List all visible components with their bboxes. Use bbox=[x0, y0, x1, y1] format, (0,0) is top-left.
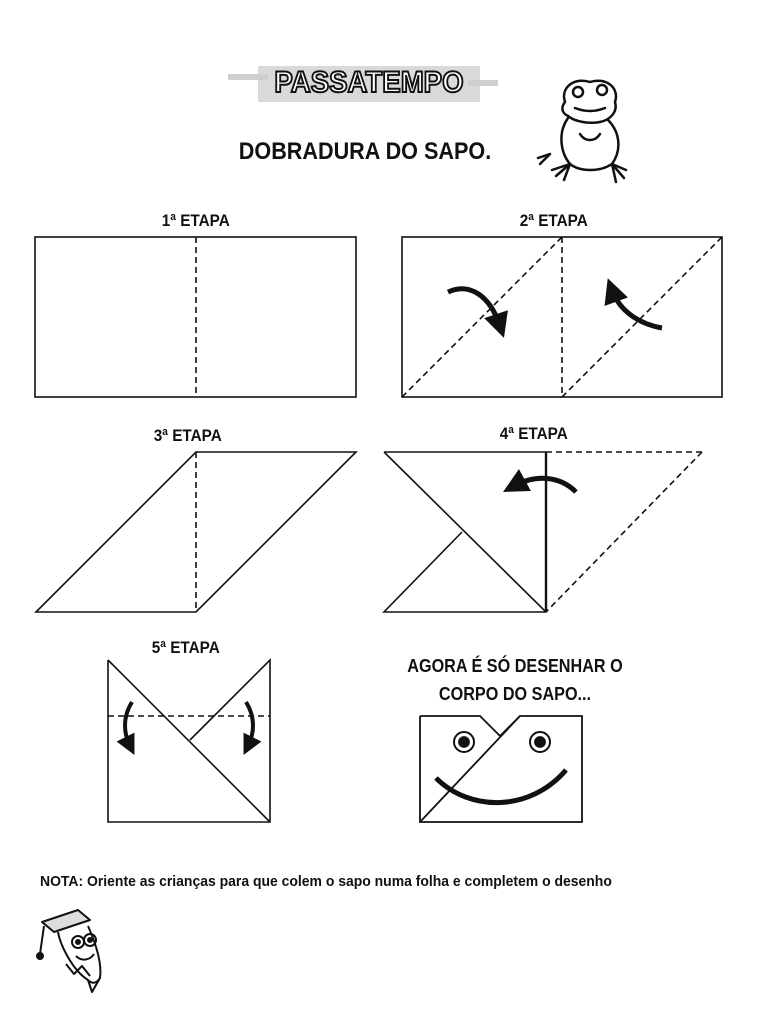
fold-arrow-icon bbox=[246, 702, 253, 746]
step-3-diagram bbox=[36, 452, 356, 612]
subtitle: DOBRADURA DO SAPO. bbox=[238, 138, 492, 165]
step-5-label: 5ª ETAPA bbox=[151, 638, 220, 657]
final-caption bbox=[394, 652, 637, 708]
step-1-label: 1ª ETAPA bbox=[161, 211, 230, 230]
page-title: PASSATEMPO bbox=[274, 66, 464, 99]
pencil-mascot-icon bbox=[30, 904, 120, 994]
step-4-label: 4ª ETAPA bbox=[499, 424, 568, 443]
final-caption-line-2: CORPO DO SAPO... bbox=[438, 684, 592, 704]
note-text: NOTA: Oriente as crianças para que colem o sapo numa folha e completem o desenho bbox=[40, 873, 612, 890]
fold-arrow-icon bbox=[125, 702, 132, 746]
step-2-label: 2ª ETAPA bbox=[519, 211, 588, 230]
fold-arrow-icon bbox=[448, 289, 500, 326]
final-caption-line-1: AGORA É SÓ DESENHAR O bbox=[407, 656, 623, 676]
step-2-diagram bbox=[402, 237, 722, 397]
frog-face-diagram bbox=[420, 716, 582, 822]
step-3-label: 3ª ETAPA bbox=[153, 426, 222, 445]
step-5-diagram bbox=[108, 660, 270, 822]
step-1-diagram bbox=[35, 237, 356, 397]
